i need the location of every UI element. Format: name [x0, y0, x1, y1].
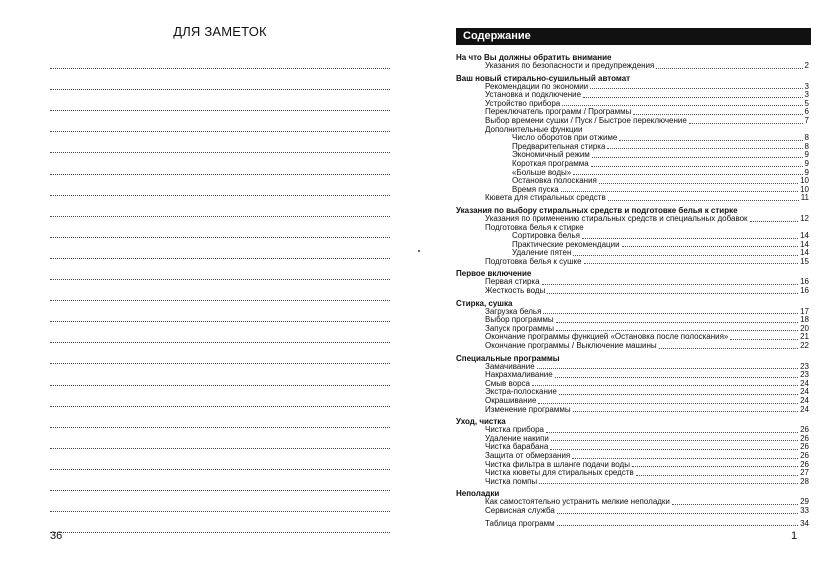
toc-dot-leader [572, 458, 798, 459]
toc-entry-label: Число оборотов при отжиме [512, 133, 618, 143]
toc-dot-leader [599, 183, 798, 184]
toc-entry-label: Защита от обмерзания [485, 450, 571, 460]
toc-entry-label: «Больше воды» [512, 167, 572, 177]
toc-entry-page: 3 [804, 81, 809, 91]
toc-entry-label: Изменение программы [485, 404, 571, 414]
toc-entry-label: Дополнительные функции [485, 124, 583, 134]
toc-entry-label: Устройство прибора [485, 98, 561, 108]
toc-entry-page: 20 [800, 323, 809, 333]
toc-entry-page: 23 [800, 361, 809, 371]
note-line [50, 132, 390, 153]
note-line [50, 69, 390, 90]
toc-dot-leader [557, 525, 798, 526]
toc-entry-page: 16 [800, 277, 809, 287]
toc-entry-label: Экстра-полоскание [485, 387, 557, 397]
toc-dot-leader [556, 322, 799, 323]
toc-entry-page: 10 [800, 176, 809, 186]
note-line [50, 280, 390, 301]
toc-entry-page: 26 [800, 433, 809, 443]
toc-entry [456, 134, 809, 143]
toc-entry [456, 520, 809, 529]
toc-entry-label: Предварительная стирка [512, 141, 606, 151]
toc-entry-page: 27 [800, 468, 809, 478]
note-line [50, 364, 390, 385]
toc-dot-leader [561, 191, 798, 192]
toc-entry [456, 232, 809, 241]
toc-entry-label: Удаление пятен [512, 248, 572, 258]
note-line [50, 301, 390, 322]
note-line [50, 322, 390, 343]
toc-entry-page: 24 [800, 404, 809, 414]
toc-entry-page: 8 [804, 133, 809, 143]
toc-dot-leader [559, 394, 798, 395]
toc-dot-leader [537, 368, 798, 369]
toc-dot-leader [573, 174, 802, 175]
toc-dot-leader [619, 140, 802, 141]
toc-entry [456, 143, 809, 152]
toc-dot-leader [555, 377, 798, 378]
toc-dot-leader [592, 157, 803, 158]
note-line [50, 491, 390, 512]
toc-dot-leader [543, 313, 798, 314]
toc-dot-leader [608, 200, 799, 201]
note-line [50, 386, 390, 407]
toc-entry-page: 6 [804, 107, 809, 117]
toc-entry-label: Первая стирка [485, 277, 540, 287]
toc-entry-label: Установка и подключение [485, 90, 582, 100]
toc-dot-leader [539, 483, 798, 484]
toc-entry-page: 34 [800, 518, 809, 528]
toc-dot-leader [656, 68, 802, 69]
toc-entry-label: Удаление накипи [485, 433, 549, 443]
toc-entry-label: Окончание программы функцией «Остановка после полоскания» [485, 332, 729, 342]
toc-dot-leader [582, 238, 798, 239]
toc-entry-page: 33 [800, 505, 809, 515]
note-line [50, 238, 390, 259]
toc-entry-label: Жесткость воды [485, 286, 546, 296]
toc-dot-leader [573, 255, 798, 256]
notes-title: ДЛЯ ЗАМЕТОК [173, 24, 267, 39]
toc-entry-label: Практические рекомендации [512, 239, 620, 249]
note-line [50, 111, 390, 132]
toc-entry-label: Переключатель программ / Программы [485, 107, 632, 117]
toc-entry [456, 241, 809, 250]
toc-dot-leader [622, 246, 799, 247]
toc-entry-page: 26 [800, 442, 809, 452]
toc-entry-page: 9 [804, 158, 809, 168]
toc-dot-leader [632, 466, 798, 467]
toc-section-heading: Указания по выбору стиральных средств и подготовке белья к стирке [456, 205, 738, 215]
toc-entry-page: 12 [800, 213, 809, 223]
toc-dot-leader [633, 114, 802, 115]
toc-section-heading: Специальные программы [456, 353, 560, 363]
note-line [50, 428, 390, 449]
toc-section-heading: Ваш новый стирально-сушильный автомат [456, 73, 631, 83]
toc-entry-label: Замачивание [485, 361, 535, 371]
toc-entry [456, 258, 809, 267]
toc-entry [456, 507, 809, 516]
note-line [50, 470, 390, 491]
toc-dot-leader [659, 348, 798, 349]
toc-entry-label: Подготовка белья к сушке [485, 256, 582, 266]
toc-entry-page: 26 [800, 425, 809, 435]
note-line [50, 217, 390, 238]
toc-entry-label: Подготовка белья к стирке [485, 222, 584, 232]
toc-entry-label: Чистка кюветы для стиральных средств [485, 468, 634, 478]
toc-entry-label: Время пуска [512, 184, 559, 194]
toc-entry-page: 9 [804, 150, 809, 160]
toc-entry-label: Накрахмаливание [485, 370, 553, 380]
note-line [50, 449, 390, 470]
toc-entry-label: Выбор программы [485, 315, 554, 325]
toc-entry-label: Короткая программа [512, 158, 589, 168]
toc-entry-label: Чистка прибора [485, 425, 544, 435]
toc-dot-leader [672, 504, 798, 505]
toc-section-heading: Стирка, сушка [456, 298, 513, 308]
notes-dotted-lines [50, 48, 390, 533]
toc-dot-leader [562, 105, 802, 106]
toc-dot-leader [591, 166, 803, 167]
toc-dot-leader [689, 123, 803, 124]
toc-entry [456, 406, 809, 415]
toc-section-heading: Неполадки [456, 489, 500, 499]
toc-entry-page: 14 [800, 231, 809, 241]
toc-entry-page: 3 [804, 90, 809, 100]
note-line [50, 175, 390, 196]
toc-entry [456, 126, 809, 135]
toc-entry-page: 14 [800, 248, 809, 258]
toc-entry-page: 17 [800, 306, 809, 316]
toc-entry-label: Окончание программы / Выключение машины [485, 341, 657, 351]
toc-section-heading: Уход, чистка [456, 417, 506, 427]
toc-entry-label: Как самостоятельно устранить мелкие неполадки [485, 497, 670, 507]
toc-entry-page: 24 [800, 378, 809, 388]
toc-dot-leader [584, 263, 799, 264]
page-number-left: 36 [50, 530, 63, 542]
toc-entry-label: Указания по безопасности и предупреждения [485, 61, 655, 70]
note-line [50, 259, 390, 280]
toc-entry-label: Таблица программ [485, 518, 555, 528]
toc-entry-page: 14 [800, 239, 809, 249]
table-of-contents [456, 53, 809, 528]
page-number-right: 1 [791, 530, 798, 542]
toc-entry [456, 194, 809, 203]
toc-entry [456, 62, 809, 71]
toc-entry-page: 23 [800, 370, 809, 380]
toc-entry-page: 7 [804, 115, 809, 125]
toc-entry-page: 15 [800, 256, 809, 266]
toc-dot-leader [573, 411, 799, 412]
note-line [50, 48, 390, 69]
toc-dot-leader [583, 97, 803, 98]
toc-entry-label: Экономичный режим [512, 150, 590, 160]
note-line [50, 90, 390, 111]
toc-entry-label: Загрузка белья [485, 306, 542, 316]
toc-dot-leader [556, 330, 798, 331]
toc-entry-label: Чистка фильтра в шланге подачи воды [485, 459, 630, 469]
toc-entry-page: 8 [804, 141, 809, 151]
toc-dot-leader [538, 403, 798, 404]
toc-entry-page: 11 [800, 193, 809, 203]
contents-title-banner: Содержание [456, 28, 811, 45]
toc-dot-leader [550, 449, 798, 450]
note-line [50, 343, 390, 364]
toc-entry-label: Окрашивание [485, 396, 537, 405]
toc-dot-leader [532, 385, 798, 386]
toc-entry-label: Остановка полоскания [512, 176, 597, 186]
toc-dot-leader [551, 440, 798, 441]
toc-entry-page: 18 [800, 315, 809, 325]
toc-entry-page: 26 [800, 450, 809, 460]
note-line [50, 153, 390, 174]
toc-dot-leader [750, 221, 799, 222]
toc-section-heading: На что Вы должны обратить внимание [456, 53, 612, 62]
toc-entry [456, 177, 809, 186]
toc-section-heading: Первое включение [456, 269, 532, 279]
toc-entry-label: Указания по применению стиральных средств и специальных добавок [485, 213, 748, 223]
toc-dot-leader [590, 88, 802, 89]
toc-entry-label: Выбор времени сушки / Пуск / Быстрое переключение [485, 115, 687, 125]
note-line [50, 407, 390, 428]
toc-entry-label: Сервисная служба [485, 505, 555, 515]
toc-dot-leader [557, 513, 798, 514]
toc-dot-leader [542, 284, 799, 285]
toc-entry-page: 28 [800, 476, 809, 486]
toc-entry-label: Кювета для стиральных средств [485, 193, 606, 203]
toc-dot-leader [730, 339, 798, 340]
toc-entry [456, 224, 809, 233]
toc-dot-leader [546, 432, 798, 433]
toc-dot-leader [636, 475, 798, 476]
toc-entry-label: Запуск программы [485, 323, 555, 333]
scan-dot-mark [418, 250, 420, 252]
toc-entry [456, 287, 809, 296]
right-page-contents [413, 0, 826, 569]
toc-entry-page: 29 [800, 497, 809, 507]
toc-dot-leader [547, 293, 798, 294]
toc-entry [456, 160, 809, 169]
toc-entry-page: 24 [800, 396, 809, 405]
note-line [50, 512, 390, 533]
toc-entry [456, 151, 809, 160]
toc-entry-label: Чистка барабана [485, 442, 549, 452]
toc-entry-page: 26 [800, 459, 809, 469]
toc-entry-page: 22 [800, 341, 809, 351]
toc-entry [456, 478, 809, 487]
note-line [50, 196, 390, 217]
toc-entry-label: Сортировка белья [512, 231, 580, 241]
toc-entry-page: 21 [800, 332, 809, 342]
toc-dot-leader [607, 148, 802, 149]
toc-entry-label: Рекомендации по экономии [485, 81, 589, 91]
toc-entry-page: 24 [800, 387, 809, 397]
toc-entry [456, 342, 809, 351]
toc-entry-page: 10 [800, 184, 809, 194]
toc-entry-page: 5 [804, 98, 809, 108]
toc-entry-label: Чистка помпы [485, 476, 538, 486]
toc-entry-label: Смыв ворса [485, 378, 531, 388]
toc-entry-page: 9 [804, 167, 809, 177]
toc-entry-page: 16 [800, 286, 809, 296]
toc-entry [456, 169, 809, 178]
toc-entry-page: 2 [804, 61, 809, 70]
